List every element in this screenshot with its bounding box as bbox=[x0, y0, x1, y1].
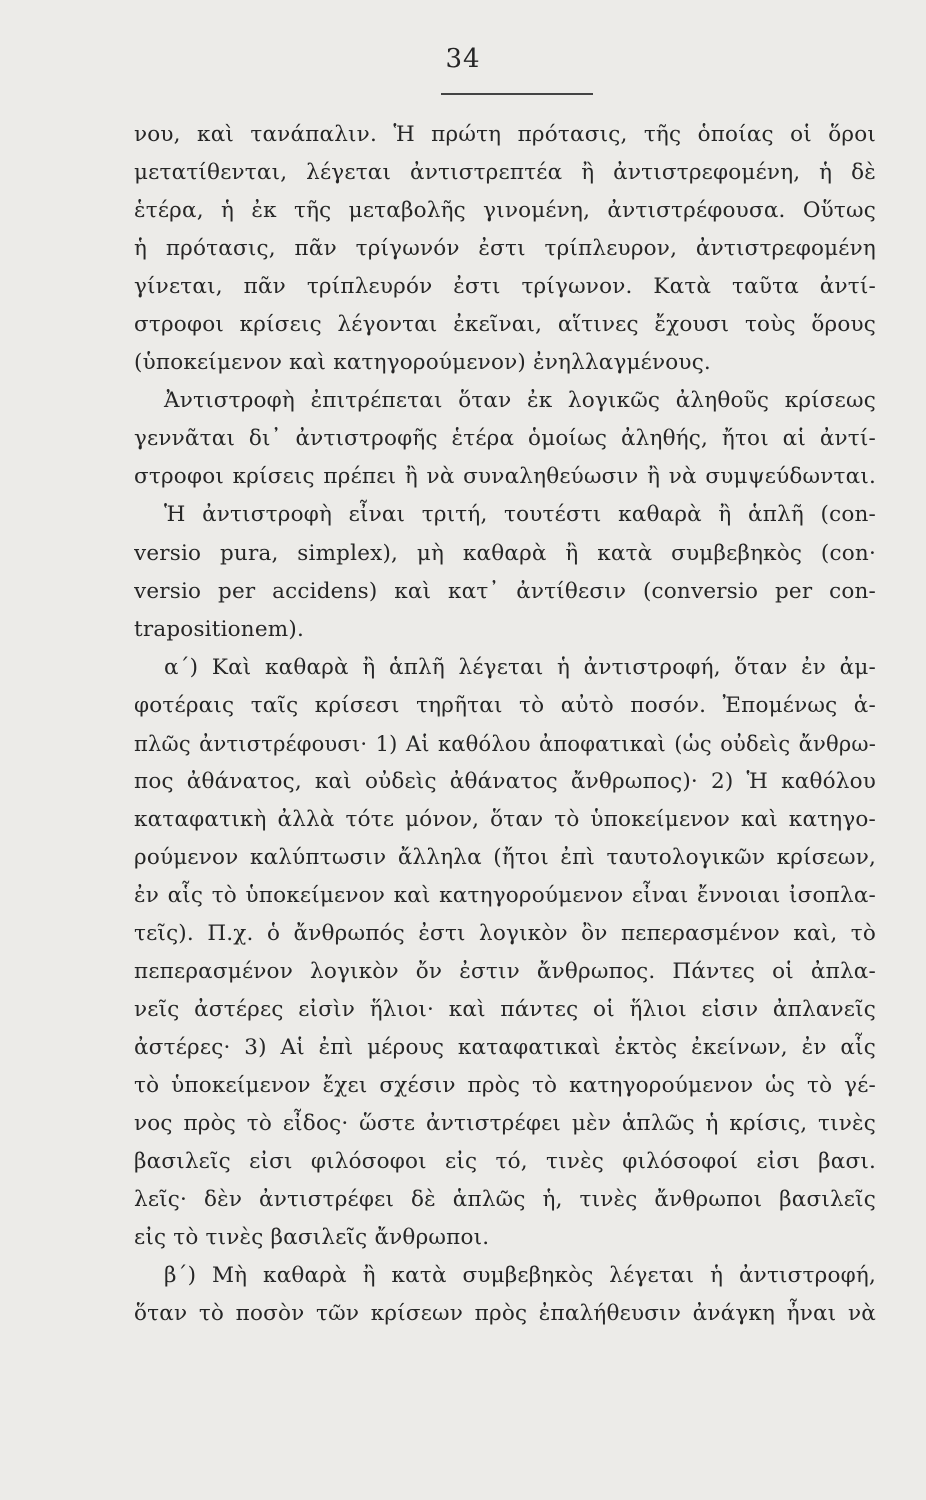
text-line: versio per accidens) καὶ κατ᾽ ἀντίθεσιν (conversio per con- bbox=[134, 578, 876, 604]
text-line: στροφοι κρίσεις πρέπει ἢ νὰ συναληθεύωσιν ἢ νὰ συμψεύδωνται. bbox=[134, 464, 876, 490]
text-line: στροφοι κρίσεις λέγονται ἐκεῖναι, αἵτινες ἔχουσι τοὺς ὅρους bbox=[134, 312, 876, 338]
page-number: 34 bbox=[445, 44, 481, 74]
text-line: λεῖς· δὲν ἀντιστρέφει δὲ ἁπλῶς ἡ, τινὲς ἄνθρωποι βασιλεῖς bbox=[134, 1187, 876, 1213]
text-line: ὅταν τὸ ποσὸν τῶν κρίσεων πρὸς ἐπαλήθευσιν ἀνάγκη ἦναι νὰ bbox=[134, 1301, 876, 1327]
text-line: καταφατικὴ ἀλλὰ τότε μόνον, ὅταν τὸ ὑποκείμενον καὶ κατηγο- bbox=[134, 806, 876, 832]
text-line: πος ἀθάνατος, καὶ οὐδεὶς ἀθάνατος ἄνθρωπος)· 2) Ἡ καθόλου bbox=[134, 768, 876, 794]
text-line: μετατίθενται, λέγεται ἀντιστρεπτέα ἢ ἀντιστρεφομένη, ἡ δὲ bbox=[134, 160, 876, 186]
text-line: (ὑποκείμενον καὶ κατηγορούμενον) ἐνηλλαγμένους. bbox=[134, 350, 711, 376]
text-line: τὸ ὑποκείμενον ἔχει σχέσιν πρὸς τὸ κατηγορούμενον ὡς τὸ γέ- bbox=[134, 1073, 876, 1099]
text-line: versio pura, simplex), μὴ καθαρὰ ἢ κατὰ συμβεβηκὸς (con· bbox=[134, 540, 876, 566]
text-line: α´) Καὶ καθαρὰ ἢ ἁπλῆ λέγεται ἡ ἀντιστροφή, ὅταν ἐν ἀμ- bbox=[164, 654, 876, 680]
text-line: νου, καὶ τανάπαλιν. Ἡ πρώτη πρότασις, τῆς ὁποίας οἱ ὅροι bbox=[134, 122, 876, 147]
text-line: βασιλεῖς εἰσι φιλόσοφοι εἰς τό, τινὲς φιλόσοφοί εἰσι βασι. bbox=[134, 1149, 876, 1175]
text-line: Ἡ ἀντιστροφὴ εἶναι τριτή, τουτέστι καθαρὰ ἢ ἁπλῆ (con- bbox=[164, 502, 876, 528]
text-line: ἀστέρες· 3) Αἱ ἐπὶ μέρους καταφατικαὶ ἐκτὸς ἐκείνων, ἐν αἷς bbox=[134, 1035, 876, 1061]
text-line: νος πρὸς τὸ εἶδος· ὥστε ἀντιστρέφει μὲν ἁπλῶς ἡ κρίσις, τινὲς bbox=[134, 1111, 876, 1137]
text-line: εἰς τὸ τινὲς βασιλεῖς ἄνθρωποι. bbox=[134, 1225, 490, 1251]
text-line: γεννᾶται δι᾽ ἀντιστροφῆς ἑτέρα ὁμοίως ἀληθής, ἤτοι αἱ ἀντί- bbox=[134, 426, 876, 452]
text-line: Ἀντιστροφὴ ἐπιτρέπεται ὅταν ἐκ λογικῶς ἀληθοῦς κρίσεως bbox=[164, 388, 876, 414]
text-line: ρούμενον καλύπτωσιν ἄλληλα (ἤτοι ἐπὶ ταυτολογικῶν κρίσεων, bbox=[134, 844, 876, 870]
page-text-body bbox=[134, 116, 876, 1334]
text-line: ἐν αἷς τὸ ὑποκείμενον καὶ κατηγορούμενον εἶναι ἔννοιαι ἰσοπλα- bbox=[134, 882, 876, 908]
text-line: τεῖς). Π.χ. ὁ ἄνθρωπός ἐστι λογικὸν ὂν πεπερασμένον καὶ, τὸ bbox=[134, 920, 876, 946]
text-line: trapositionem). bbox=[134, 616, 304, 642]
text-line: νεῖς ἀστέρες εἰσὶν ἥλιοι· καὶ πάντες οἱ ἥλιοι εἰσιν ἀπλανεῖς bbox=[134, 997, 876, 1023]
text-line: γίνεται, πᾶν τρίπλευρόν ἐστι τρίγωνον. Κατὰ ταῦτα ἀντί- bbox=[134, 274, 876, 300]
text-line: φοτέραις ταῖς κρίσεσι τηρῆται τὸ αὐτὸ ποσόν. Ἐπομένως ἁ- bbox=[134, 692, 876, 718]
text-line: β´) Μὴ καθαρὰ ἢ κατὰ συμβεβηκὸς λέγεται ἡ ἀντιστροφή, bbox=[164, 1263, 876, 1289]
text-line: ἡ πρότασις, πᾶν τρίγωνόν ἐστι τρίπλευρον, ἀντιστρεφομένη bbox=[134, 236, 876, 262]
header-rule bbox=[441, 93, 593, 95]
text-line: ἑτέρα, ἡ ἐκ τῆς μεταβολῆς γινομένη, ἀντιστρέφουσα. Οὕτως bbox=[134, 198, 876, 224]
text-line: πεπερασμένον λογικὸν ὄν ἐστιν ἄνθρωπος. Πάντες οἱ ἀπλα- bbox=[134, 959, 876, 985]
text-line: πλῶς ἀντιστρέφουσι· 1) Αἱ καθόλου ἀποφατικαὶ (ὡς οὐδεὶς ἄνθρω- bbox=[134, 731, 876, 756]
